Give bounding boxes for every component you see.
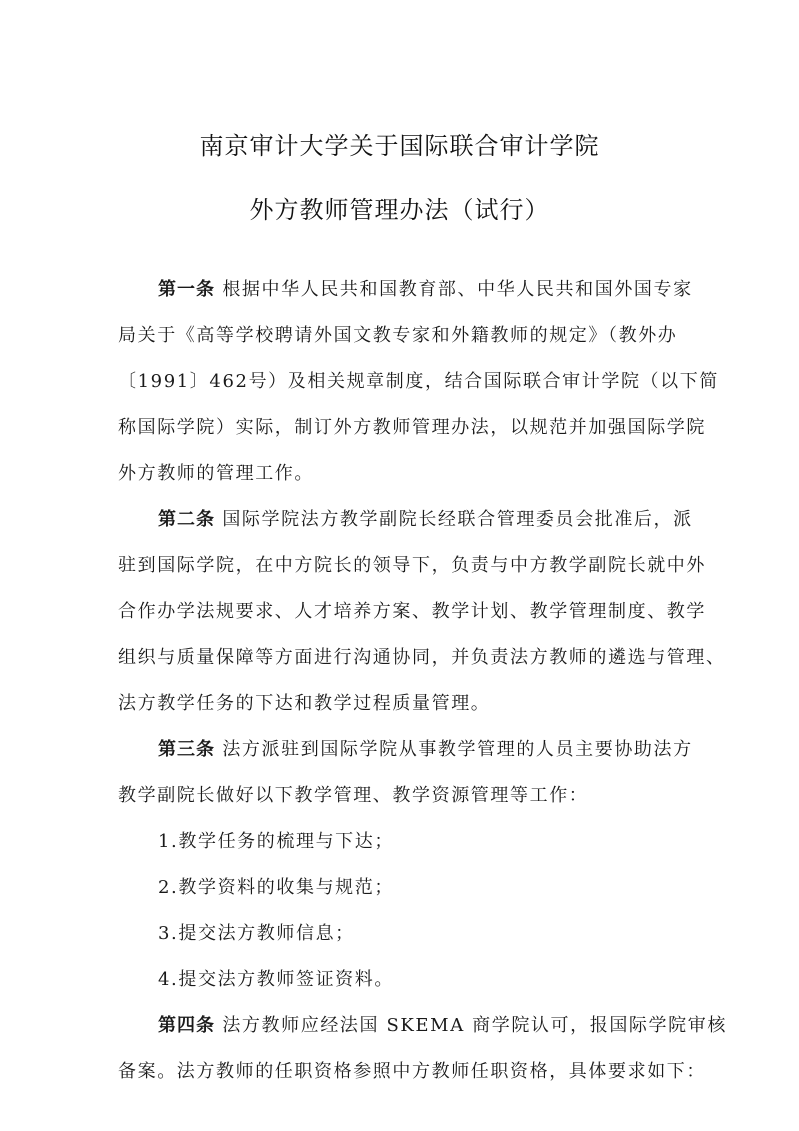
document-title-line-1: 南京审计大学关于国际联合审计学院 bbox=[199, 132, 600, 160]
article-2-line: 合作办学法规要求、人才培养方案、教学计划、教学管理制度、教学 bbox=[118, 601, 706, 622]
article-4-text: 法方教师应经法国 SKEMA 商学院认可，报国际学院审核 bbox=[222, 1015, 727, 1036]
article-1-heading: 第一条 bbox=[158, 279, 215, 300]
article-4-first-line bbox=[158, 1014, 727, 1038]
article-2-line: 法方教学任务的下达和教学过程质量管理。 bbox=[118, 693, 491, 714]
article-2-text: 国际学院法方教学副院长经联合管理委员会批准后，派 bbox=[222, 509, 693, 530]
article-3-heading: 第三条 bbox=[158, 739, 215, 760]
article-3-list-item: 2.教学资料的收集与规范； bbox=[158, 877, 394, 898]
document-title-line-2: 外方教师管理办法（试行） bbox=[249, 196, 550, 224]
article-3-first-line bbox=[158, 738, 693, 762]
article-3-line: 教学副院长做好以下教学管理、教学资源管理等工作： bbox=[118, 785, 589, 806]
article-1-line: 〔1991〕462号）及相关规章制度，结合国际联合审计学院（以下简 bbox=[118, 371, 719, 392]
article-2-line: 组织与质量保障等方面进行沟通协同，并负责法方教师的遴选与管理、 bbox=[118, 647, 726, 668]
article-1-line: 局关于《高等学校聘请外国文教专家和外籍教师的规定》（教外办 bbox=[118, 325, 678, 346]
article-2-line: 驻到国际学院，在中方院长的领导下，负责与中方教学副院长就中外 bbox=[118, 555, 706, 576]
article-4-heading: 第四条 bbox=[158, 1015, 215, 1036]
article-4-line: 备案。法方教师的任职资格参照中方教师任职资格，具体要求如下： bbox=[118, 1061, 706, 1082]
article-1-text: 根据中华人民共和国教育部、中华人民共和国外国专家 bbox=[222, 279, 693, 300]
article-3-list-item: 3.提交法方教师信息； bbox=[158, 923, 355, 944]
article-1-line: 外方教师的管理工作。 bbox=[118, 463, 314, 484]
article-1-line: 称国际学院）实际，制订外方教师管理办法，以规范并加强国际学院 bbox=[118, 417, 706, 438]
article-3-list-item: 1.教学任务的梳理与下达； bbox=[158, 831, 394, 852]
article-3-list-item: 4.提交法方教师签证资料。 bbox=[158, 969, 394, 990]
article-2-first-line bbox=[158, 508, 693, 532]
article-1-first-line bbox=[158, 278, 693, 302]
article-3-text: 法方派驻到国际学院从事教学管理的人员主要协助法方 bbox=[222, 739, 693, 760]
article-2-heading: 第二条 bbox=[158, 509, 215, 530]
